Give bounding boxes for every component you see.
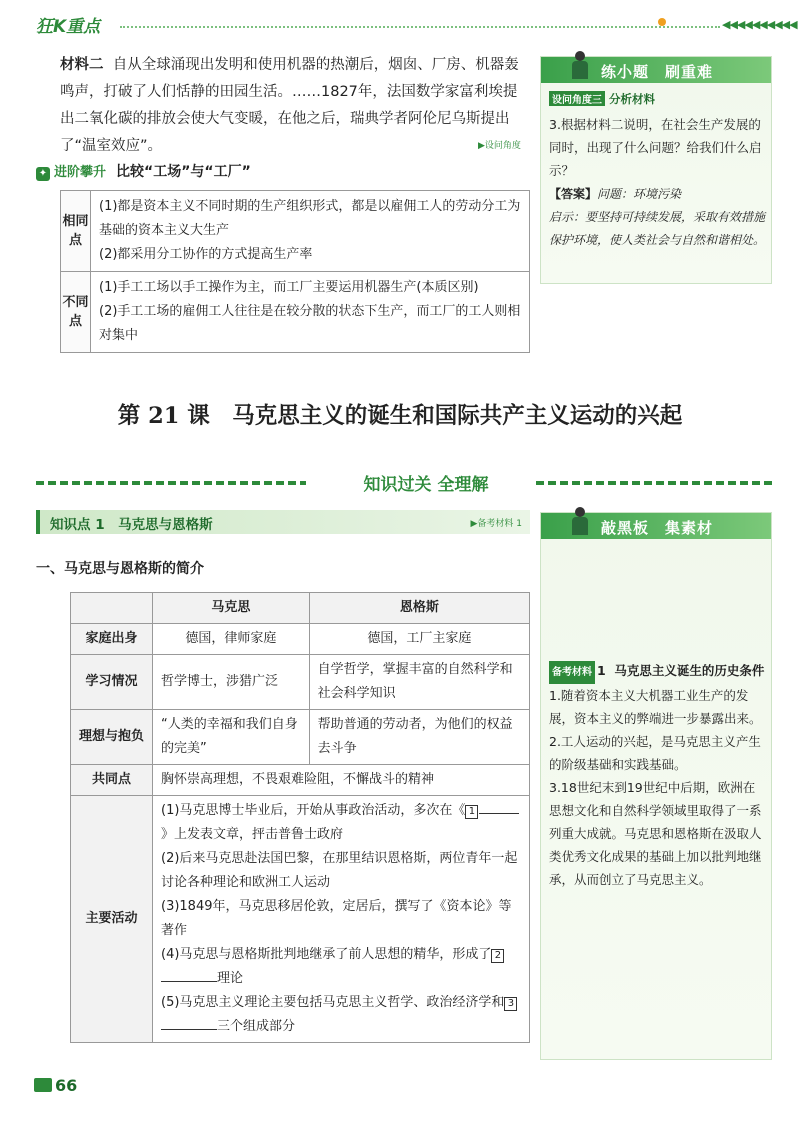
table-row — [61, 191, 530, 272]
cell-engels: 德国，工厂主家庭 — [309, 624, 529, 655]
row-key: 家庭出身 — [71, 624, 153, 655]
material-point: 1.随着资本主义大机器工业生产的发展，资本主义的弊端进一步暴露出来。 — [549, 688, 762, 726]
row-key: 共同点 — [71, 765, 153, 796]
table-row — [71, 624, 530, 655]
practice-bar — [541, 57, 771, 83]
material-1: 备考材料 1 马克思主义诞生的历史条件 1.随着资本主义大机器工业生产的发展，资本主义的弊端进一步暴露出来。 2.工人运动的兴起，是马克思主义产生的阶级基础和实践基础。 3.18世纪末到19世纪中后期，欧洲在思想文化和自然科学领域里取得了一系列重大成就。马克思和恩格斯在汲取人类优秀文化成果的基础上加以批判地继承，从而创立了马克思主义。 — [549, 659, 767, 891]
marx-engels-table — [70, 592, 530, 1043]
page-header — [0, 0, 800, 40]
row-key: 学习情况 — [71, 655, 153, 710]
activity-5: (5)马克思主义理论主要包括马克思主义哲学、政治经济学和 3三个组成部分 — [161, 991, 521, 1039]
row-value-same — [91, 191, 530, 272]
angle-heading: 设问角度三 分析材料 — [549, 91, 655, 107]
cell-marx: “人类的幸福和我们自身的完美” — [153, 710, 310, 765]
lesson-title: 第 21 课 马克思主义的诞生和国际共产主义运动的兴起 — [117, 403, 683, 429]
cell-activities — [153, 796, 530, 1043]
knowledge-banner — [36, 470, 776, 494]
row-key: 理想与抱负 — [71, 710, 153, 765]
blank-number: 3 — [504, 997, 517, 1011]
page-number: 66 — [34, 1076, 77, 1095]
header-engels: 恩格斯 — [309, 593, 529, 624]
fill-blank[interactable] — [479, 813, 519, 814]
knowledge-point-tag: ▶备考材料 1 — [470, 519, 522, 529]
line: (2)手工工场的雇佣工人往往是在较分散的状态下生产，而工厂的工人则相对集中 — [99, 304, 521, 343]
table-row — [61, 272, 530, 353]
question-angle-tag: ▶设问角度 — [478, 141, 521, 151]
knowledge-point-title: 知识点 1 马克思与恩格斯 — [50, 517, 213, 533]
row-key-diff: 不同点 — [61, 272, 91, 353]
table-row — [71, 765, 530, 796]
cell-engels: 自学哲学，掌握丰富的自然科学和社会科学知识 — [309, 655, 529, 710]
line: (1)都是资本主义不同时期的生产组织形式，都是以雇佣工人的劳动分工为基础的资本主义大生产 — [99, 199, 521, 238]
fill-blank[interactable] — [161, 1029, 217, 1030]
table-row — [71, 710, 530, 765]
activity-2: (2)后来马克思赴法国巴黎，在那里结识恩格斯，两位青年一起讨论各种理论和欧洲工人运动 — [161, 851, 518, 890]
table-row — [71, 796, 530, 1043]
banner-title: 知识过关 全理解 — [363, 475, 489, 495]
student-icon — [571, 51, 589, 81]
header-empty — [71, 593, 153, 624]
material-point: 2.工人运动的兴起，是马克思主义产生的阶级基础和实践基础。 — [549, 734, 761, 772]
practice-sidebar — [540, 56, 772, 284]
cell-marx: 德国，律师家庭 — [153, 624, 310, 655]
fill-blank[interactable] — [161, 981, 217, 982]
compare-table — [60, 190, 530, 353]
blank-number: 2 — [491, 949, 504, 963]
answer-block: 【答案】问题：环境污染 启示：要坚持可持续发展，采取有效措施保护环境，使人类社会与自然和谐相处。 — [549, 183, 767, 252]
header-dot — [658, 18, 666, 26]
advance-badge: ✦ 进阶攀升 — [36, 161, 106, 181]
knowledge-point-bar — [36, 510, 530, 534]
material-point: 3.18世纪末到19世纪中后期，欧洲在思想文化和自然科学领域里取得了一系列重大成就。马克思和恩格斯在汲取人类优秀文化成果的基础上加以批判地继承，从而创立了马克思主义。 — [549, 780, 762, 887]
header-marx: 马克思 — [153, 593, 310, 624]
compare-heading — [36, 160, 251, 182]
brand-logo: 狂K重点 — [36, 17, 101, 37]
material-two-label: 材料二 — [60, 57, 104, 73]
activity-4: (4)马克思与恩格斯批判地继承了前人思想的精华，形成了 2理论 — [161, 943, 521, 991]
material-sidebar — [540, 512, 772, 1060]
line: (1)手工工场以手工操作为主，而工厂主要运用机器生产(本质区别) — [99, 280, 479, 295]
table-header-row — [71, 593, 530, 624]
material-bar — [541, 513, 771, 539]
material-two — [60, 52, 530, 160]
activity-1: (1)马克思博士毕业后，开始从事政治活动，多次在《 1》上发表文章，抨击普鲁士政府 — [161, 799, 521, 847]
rocket-icon: ✦ — [36, 167, 50, 181]
banner-right-line — [536, 481, 776, 485]
answer-hint: 启示：要坚持可持续发展，采取有效措施保护环境，使人类社会与自然和谐相处。 — [549, 210, 766, 247]
section-heading: 一、马克思与恩格斯的简介 — [36, 561, 204, 577]
cell-engels: 帮助普通的劳动者，为他们的权益去斗争 — [309, 710, 529, 765]
blank-number: 1 — [465, 805, 478, 819]
activity-3: (3)1849年，马克思移居伦敦，定居后，撰写了《资本论》等著作 — [161, 899, 512, 938]
line: (2)都采用分工协作的方式提高生产率 — [99, 247, 313, 262]
row-key-same: 相同点 — [61, 191, 91, 272]
cell-common: 胸怀崇高理想，不畏艰难险阻，不懈战斗的精神 — [153, 765, 530, 796]
row-value-diff — [91, 272, 530, 353]
cell-marx: 哲学博士，涉猎广泛 — [153, 655, 310, 710]
row-key: 主要活动 — [71, 796, 153, 1043]
header-arrows-icon: ◀◀◀◀◀◀◀◀◀◀ — [722, 18, 797, 31]
header-dotted-line — [120, 26, 720, 28]
practice-title: 练小题 刷重难 — [601, 63, 714, 81]
book-icon — [34, 1078, 52, 1092]
table-row — [71, 655, 530, 710]
banner-left-line — [36, 481, 306, 485]
compare-title: 比较“工场”与“工厂” — [116, 164, 251, 180]
teacher-icon — [571, 507, 589, 537]
practice-question: 3.根据材料二说明，在社会生产发展的同时，出现了什么问题？给我们什么启示？ — [549, 117, 762, 178]
material-two-text: 自从全球涌现出发明和使用机器的热潮后，烟囱、厂房、机器轰鸣声，打破了人们恬静的田园生活。……1827年，法国数学家富利埃提出二氧化碳的排放会使大气变暖，在他之后，瑞典学者阿伦尼乌斯提出了“温室效应”。 — [60, 57, 519, 154]
material-bar-title: 敲黑板 集素材 — [601, 519, 714, 537]
